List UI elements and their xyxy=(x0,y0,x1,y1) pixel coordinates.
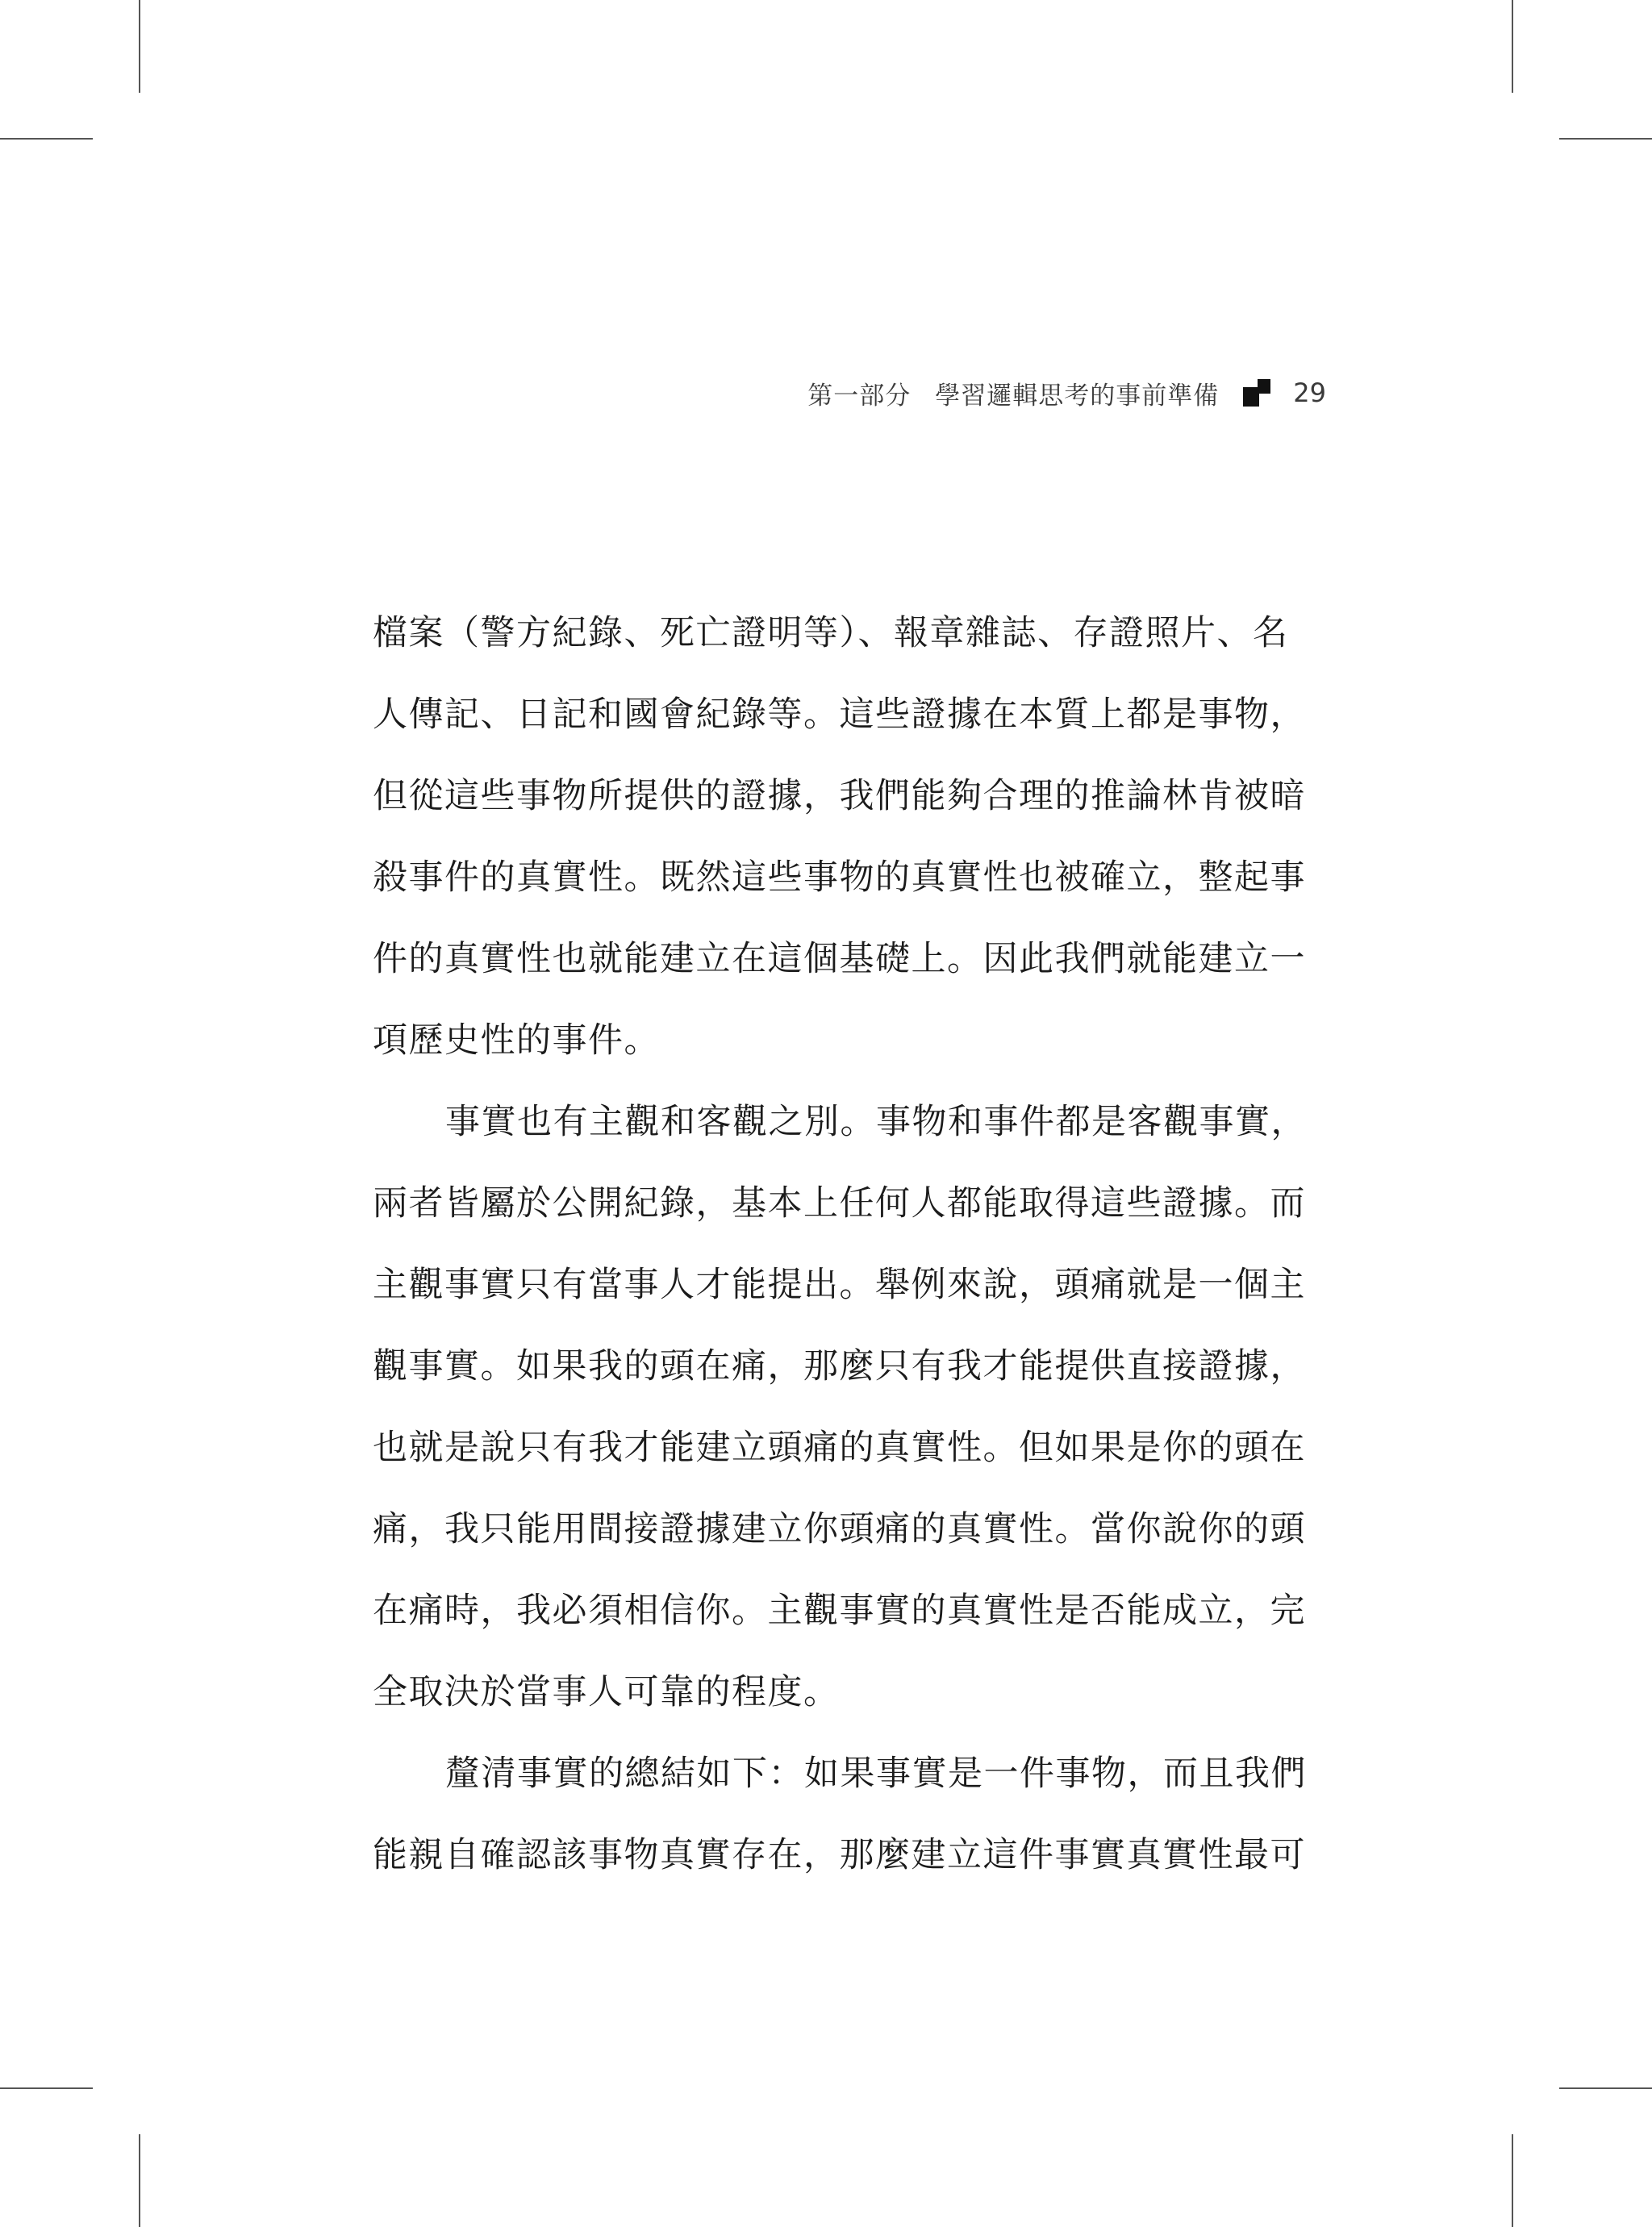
crop-mark-top-right-vertical xyxy=(1512,0,1513,93)
crop-mark-top-left-vertical xyxy=(139,0,140,93)
text-line-paragraph-start: 釐清事實的總結如下：如果事實是一件事物，而且我們 xyxy=(445,1754,1307,1794)
text-line: 痛，我只能用間接證據建立你頭痛的真實性。當你說你的頭 xyxy=(373,1509,1306,1549)
text-line: 主觀事實只有當事人才能提出。舉例來說，頭痛就是一個主 xyxy=(373,1265,1306,1305)
text-line: 觀事實。如果我的頭在痛，那麼只有我才能提供直接證據， xyxy=(373,1346,1306,1387)
header-chapter-title: 學習邏輯思考的事前準備 xyxy=(935,381,1220,411)
text-line: 兩者皆屬於公開紀錄，基本上任何人都能取得這些證據。而 xyxy=(373,1183,1306,1224)
text-line: 但從這些事物所提供的證據，我們能夠合理的推論林肯被暗 xyxy=(373,776,1306,816)
crop-mark-bottom-right-horizontal xyxy=(1559,2087,1652,2089)
crop-mark-bottom-right-vertical xyxy=(1512,2134,1513,2227)
crop-mark-bottom-left-horizontal xyxy=(0,2087,93,2089)
running-header xyxy=(807,373,1326,413)
text-line: 也就是說只有我才能建立頭痛的真實性。但如果是你的頭在 xyxy=(373,1428,1306,1468)
text-line: 檔案（警方紀錄、死亡證明等）、報章雜誌、存證照片、名 xyxy=(373,613,1289,653)
square-ornament-icon xyxy=(1243,379,1270,407)
crop-mark-top-right-horizontal xyxy=(1559,138,1652,140)
text-line: 人傳記、日記和國會紀錄等。這些證據在本質上都是事物， xyxy=(373,694,1306,735)
text-line-paragraph-start: 事實也有主觀和客觀之別。事物和事件都是客觀事實， xyxy=(445,1102,1307,1142)
text-line: 能親自確認該事物真實存在，那麼建立這件事實真實性最可 xyxy=(373,1835,1306,1875)
text-line: 殺事件的真實性。既然這些事物的真實性也被確立，整起事 xyxy=(373,857,1306,898)
text-line: 全取決於當事人可靠的程度。 xyxy=(373,1672,840,1712)
crop-mark-bottom-left-vertical xyxy=(139,2134,140,2227)
page-number: 29 xyxy=(1293,377,1326,408)
text-line: 項歷史性的事件。 xyxy=(373,1020,660,1061)
body-text xyxy=(373,593,1331,1896)
crop-mark-top-left-horizontal xyxy=(0,138,93,140)
header-part-label: 第一部分 xyxy=(807,381,912,411)
text-line: 在痛時，我必須相信你。主觀事實的真實性是否能成立，完 xyxy=(373,1591,1306,1631)
text-line: 件的真實性也就能建立在這個基礎上。因此我們就能建立一 xyxy=(373,939,1306,979)
